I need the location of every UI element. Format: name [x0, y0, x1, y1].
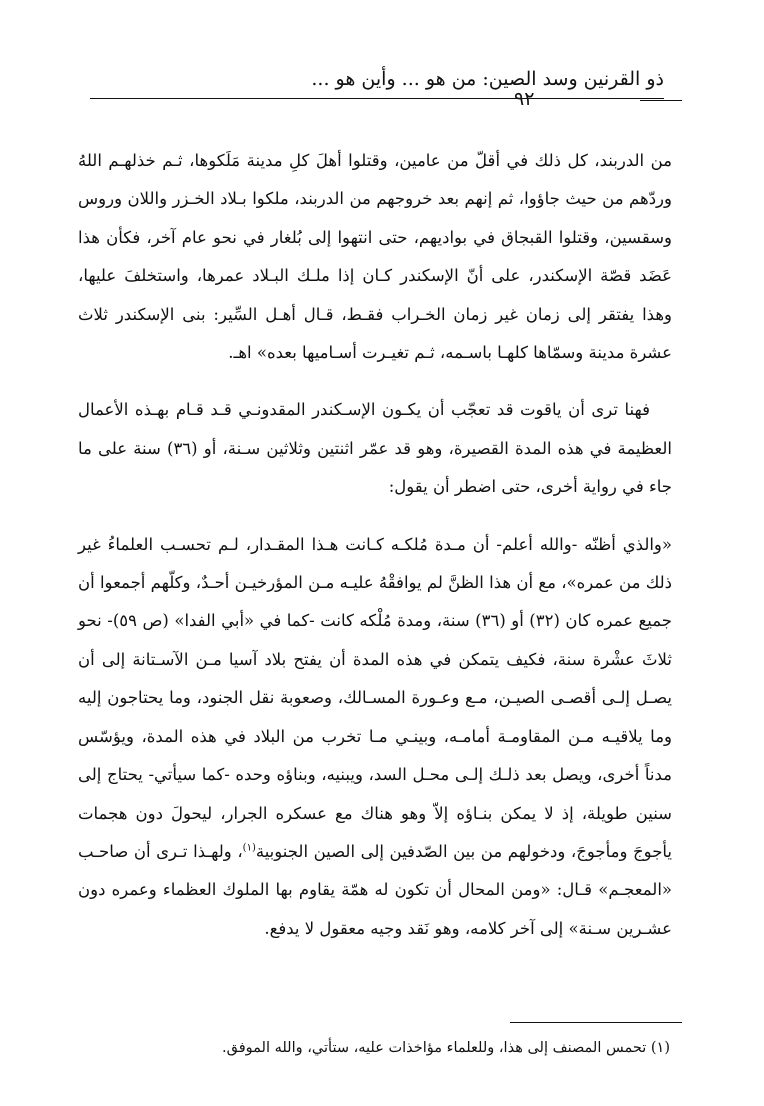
paragraph-1: من الدربند، كل ذلك في أقلّ من عامين، وقتلوا أهلَ كلِ مدينة مَلَكوها، ثـم خذلهـم اللهُ وردّهم من حيث جاؤوا، ثم إنهم بعد خروجهم من الدربند، ملكوا بـلاد الخـزر واللان وروس وسقسين، وقتلوا القبجاق في بواديهم، حتى انتهوا إلى بُلغار في نحو عام آخر، فكأن هذا عَضَد قصّة الإسكندر، على أنّ الإسكندر كـان إذا ملـك البـلاد عمرها، واستخلفَ عليها، وهذا يفتقر إلى زمان غير زمان الخـراب فقـط، قـال أهـل السِّير: بنى الإسكندر ثلاث عشرة مدينة وسمّاها كلهـا باسـمه، ثـم تغيـرت أسـاميها بعده» اهـ. — [78, 151, 672, 363]
paragraph-3 — [78, 526, 672, 948]
page-number-line — [640, 100, 682, 101]
paragraph-2: فهنا ترى أن ياقوت قد تعجّب أن يكـون الإسـكندر المقدونـي قـد قـام بهـذه الأعمال العظيمة في هذه المدة القصيرة، وهو قد عمّر اثنتين وثلاثين سـنة، أو (٣٦) سنة على ما جاء في رواية أخرى، حتى اضطر أن يقول: — [78, 400, 672, 497]
footnote-rule — [510, 1022, 682, 1023]
footnote-marker[interactable]: (١) — [242, 842, 256, 854]
running-title: ذو القرنين وسد الصين: من هو ... وأين هو ... — [311, 68, 664, 90]
paragraph-3-text-b: ، ولهـذا تـرى أن صاحـب «المعجـم» قـال: «ومن المحال أن تكون له همّة يقاوم بها الملوك العظماء وعمره دون عشـرين سـنة» إلى آخر كلامه، وهو نَقد وجيه معقول لا يدفع. — [78, 841, 672, 938]
main-text — [78, 142, 672, 948]
running-header — [90, 66, 664, 106]
page-number: ٩٢ — [514, 88, 535, 110]
paragraph-3-text-a: «والذي أظنّه -والله أعلم- أن مـدة مُلكـه كـانت هـذا المقـدار، لـم تحسـب العلماءُ غير ذلك من عمره»، مع أن هذا الظنَّ لم يوافقْهُ عليـه مـن المؤرخيـن أحـدٌ، وكلّهم أجمعوا أن جميع عمره كان (٣٢) أو (٣٦) سنة، ومدة مُلْكه كانت -كما في «أبي الفدا» (ص ٥٩)- نحو ثلاثَ عشْرة سنة، فكيف يتمكن في هذه المدة أن يفتح بلاد آسيا مـن الآسـتانة إلى أن يصـل إلـى أقصـى الصيـن، مـع وعـورة المسـالك، وصعوبة نقل الجنود، وما يحتاجون إليه وما يلاقيـه مـن المقاومـة أمامـه، وبينـي مـا تخرب من البلاد في هذه المدة، ويؤسّس مدناً أخرى، ويصل بعد ذلـك إلـى محـل السد، ويبنيه، وبناؤه وحده -كما سيأتي- يحتاج إلى سنين طويلة، إذ لا يمكن بنـاؤه إلاّ وهو هناك مع عسكره الجرار، ليحولَ دون هجمات يأجوجَ ومأجوجَ، ودخولهم من بين الصّدفين إلى الصين الجنوبية — [78, 534, 673, 861]
footnote: (١) تحمس المصنف إلى هذا، وللعلماء مؤاخذات عليه، ستأتي، والله الموفق. — [222, 1040, 670, 1056]
header-rule — [90, 98, 664, 99]
